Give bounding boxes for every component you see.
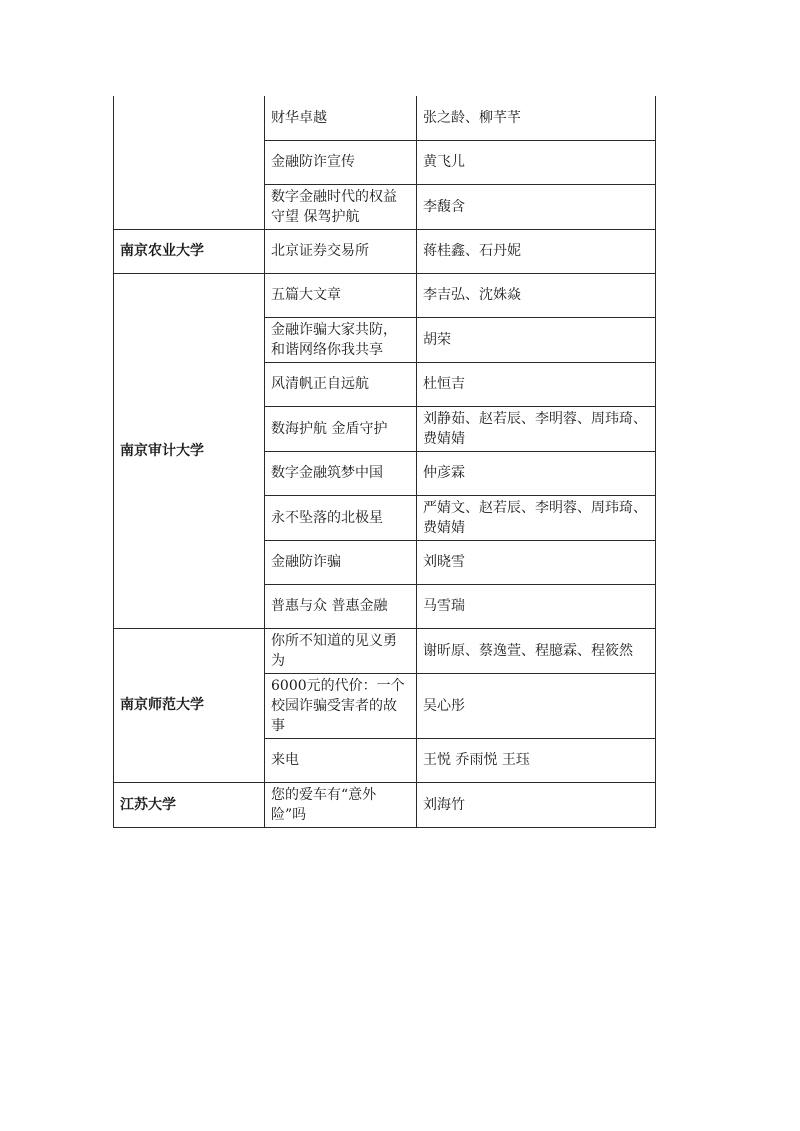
- authors-cell: 黄飞儿: [417, 140, 656, 184]
- school-cell: 南京农业大学: [114, 229, 265, 273]
- school-cell: 南京师范大学: [114, 628, 265, 782]
- authors-cell: 杜恒吉: [417, 362, 656, 406]
- table-row: [114, 273, 656, 317]
- school-cell: 江苏大学: [114, 782, 265, 827]
- authors-cell: 刘静茹、赵若辰、李明蓉、周玮琦、费婧婧: [417, 406, 656, 451]
- authors-cell: 王悦 乔雨悦 王珏: [417, 738, 656, 782]
- work-title-cell: 你所不知道的见义勇为: [265, 628, 417, 673]
- work-title-cell: 金融诈骗大家共防，和谐网络你我共享: [265, 317, 417, 362]
- work-title-cell: 您的爱车有“意外险”吗: [265, 782, 417, 827]
- work-title-cell: 数字金融筑梦中国: [265, 451, 417, 495]
- table-row: [114, 96, 656, 140]
- authors-cell: 李吉弘、沈姝焱: [417, 273, 656, 317]
- award-table: [113, 96, 656, 828]
- authors-cell: 马雪瑞: [417, 584, 656, 628]
- work-title-cell: 数字金融时代的权益守望 保驾护航: [265, 184, 417, 229]
- authors-cell: 吴心彤: [417, 673, 656, 738]
- school-cell: [114, 96, 265, 229]
- work-title-cell: 永不坠落的北极星: [265, 495, 417, 540]
- authors-cell: 刘海竹: [417, 782, 656, 827]
- work-title-cell: 五篇大文章: [265, 273, 417, 317]
- authors-cell: 张之龄、柳芊芊: [417, 96, 656, 140]
- table-row: [114, 782, 656, 827]
- authors-cell: 仲彦霖: [417, 451, 656, 495]
- authors-cell: 蒋桂鑫、石丹妮: [417, 229, 656, 273]
- work-title-cell: 6000元的代价：一个校园诈骗受害者的故事: [265, 673, 417, 738]
- work-title-cell: 风清帆正自远航: [265, 362, 417, 406]
- work-title-cell: 来电: [265, 738, 417, 782]
- table-row: [114, 229, 656, 273]
- table-row: [114, 628, 656, 673]
- work-title-cell: 金融防诈宣传: [265, 140, 417, 184]
- authors-cell: 胡荣: [417, 317, 656, 362]
- work-title-cell: 数海护航 金盾守护: [265, 406, 417, 451]
- work-title-cell: 普惠与众 普惠金融: [265, 584, 417, 628]
- work-title-cell: 财华卓越: [265, 96, 417, 140]
- work-title-cell: 北京证券交易所: [265, 229, 417, 273]
- work-title-cell: 金融防诈骗: [265, 540, 417, 584]
- authors-cell: 严婧文、赵若辰、李明蓉、周玮琦、费婧婧: [417, 495, 656, 540]
- authors-cell: 谢昕原、蔡逸萱、程臆霖、程筱然: [417, 628, 656, 673]
- authors-cell: 李馥含: [417, 184, 656, 229]
- authors-cell: 刘晓雪: [417, 540, 656, 584]
- school-cell: 南京审计大学: [114, 273, 265, 628]
